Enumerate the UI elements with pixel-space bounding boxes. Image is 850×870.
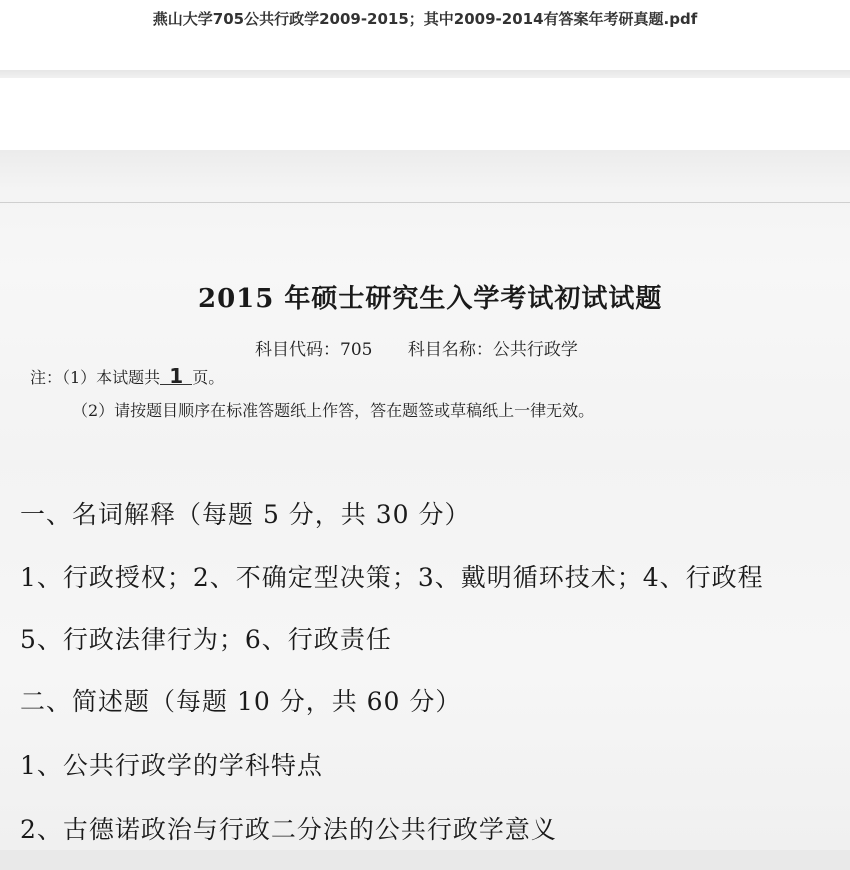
- section-item: 5、行政法律行为；6、行政责任: [20, 625, 392, 654]
- note-suffix: 页。: [192, 368, 225, 387]
- page-bottom-shadow: [0, 850, 850, 870]
- scan-edge-line: [0, 202, 850, 203]
- subject-code: 科目代码：705: [255, 340, 373, 360]
- toolbar-divider: [0, 70, 850, 78]
- note-prefix: 注：（1）本试题共: [30, 368, 161, 387]
- section-heading-2: 二、简述题（每题 10 分，共 60 分）: [20, 687, 462, 716]
- section-item: 1、公共行政学的学科特点: [20, 751, 323, 780]
- document-title: 燕山大学705公共行政学2009-2015；其中2009-2014有答案年考研真题.pdf: [152, 10, 698, 28]
- note-line-2: （2）请按题目顺序在标准答题纸上作答，答在题签或草稿纸上一律无效。: [72, 401, 595, 420]
- section-heading-1: 一、名词解释（每题 5 分，共 30 分）: [20, 500, 471, 529]
- page-count-handwritten: 1: [160, 368, 192, 385]
- title-bar: [0, 0, 850, 70]
- scanned-page: [0, 150, 850, 850]
- exam-title: 2015 年硕士研究生入学考试初试试题: [198, 284, 663, 314]
- subject-name: 科目名称：公共行政学: [407, 340, 578, 360]
- section-item: 2、古德诺政治与行政二分法的公共行政学意义: [20, 815, 557, 844]
- note-line-1: [30, 365, 224, 388]
- section-item: 1、行政授权；2、不确定型决策；3、戴明循环技术；4、行政程: [20, 563, 764, 592]
- subject-info: [255, 335, 608, 360]
